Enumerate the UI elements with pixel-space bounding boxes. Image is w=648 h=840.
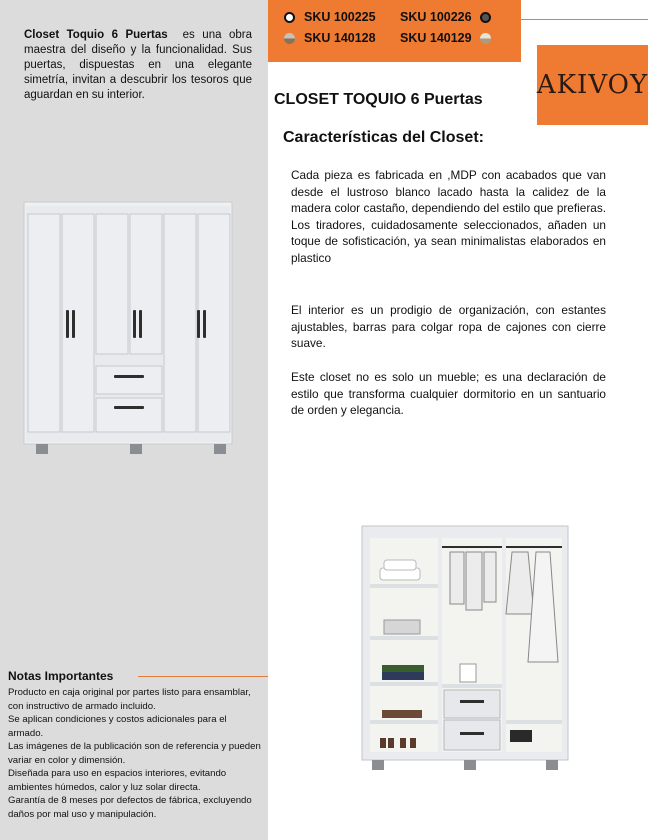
sku-banner [268, 0, 521, 62]
open-wardrobe-image [360, 524, 572, 774]
note-item: Se aplican condiciones y costos adicionales para el armado. [8, 714, 227, 739]
note-item: Diseñada para uso en espacios interiores, evitando ambientes húmedos, calor y luz solar directa. [8, 768, 227, 793]
notes-divider [138, 676, 268, 677]
brand-logo [537, 45, 648, 125]
note-item: Garantía de 8 meses por defectos de fábrica, excluyendo daños por mal uso y manipulación. [8, 795, 252, 820]
dark-swatch-icon [480, 12, 491, 23]
feature-paragraph: Cada pieza es fabricada en ,MDP con acabados que van desde el lustroso blanco lacado hasta la calidez de la madera color castaño, dependiendo del estilo que prefieras. Los tiradores, cuidadosamente seleccionados, añaden un toque de sofisticación, ya sean minimalistas elaborados en plastico [291, 168, 606, 265]
sku-code: SKU 100226 [400, 10, 472, 24]
light-wood-swatch-icon [480, 33, 491, 44]
gray-wood-swatch-icon [284, 33, 295, 44]
sku-item-3 [284, 31, 376, 45]
intro-body: es una obra maestra del diseño y la funcionalidad. Sus puertas, dispuestas en una elegante simetría, invitan a descubrir los tesoros que aguardan en su interior. [24, 29, 252, 101]
intro-product-name: Closet Toquio 6 Puertas [24, 29, 168, 41]
sku-item-4 [400, 31, 491, 45]
closed-wardrobe-image [22, 200, 234, 458]
note-item: Las imágenes de la publicación son de referencia y pueden variar en color y dimensión. [8, 741, 261, 766]
logo-text: AKIVOY [536, 70, 648, 100]
white-swatch-icon [284, 12, 295, 23]
sku-item-2 [400, 10, 491, 24]
note-item: Producto en caja original por partes listo para ensamblar, con instructivo de armado incluido. [8, 687, 251, 712]
page-title: CLOSET TOQUIO 6 Puertas [274, 91, 483, 108]
sku-item-1 [284, 10, 376, 24]
notes-list [8, 686, 263, 821]
notes-title: Notas Importantes [8, 669, 114, 683]
intro-text [24, 28, 252, 103]
sku-code: SKU 100225 [304, 10, 376, 24]
sku-code: SKU 140128 [304, 31, 376, 45]
feature-paragraph: El interior es un prodigio de organización, con estantes ajustables, barras para colgar ropa de cajones con cierre suave. [291, 303, 606, 351]
features-title: Características del Closet: [283, 129, 484, 146]
sku-code: SKU 140129 [400, 31, 472, 45]
feature-paragraph: Este closet no es solo un mueble; es una declaración de estilo que transforma cualquier dormitorio en un santuario de orden y elegancia. [291, 370, 606, 418]
top-divider [521, 19, 648, 20]
